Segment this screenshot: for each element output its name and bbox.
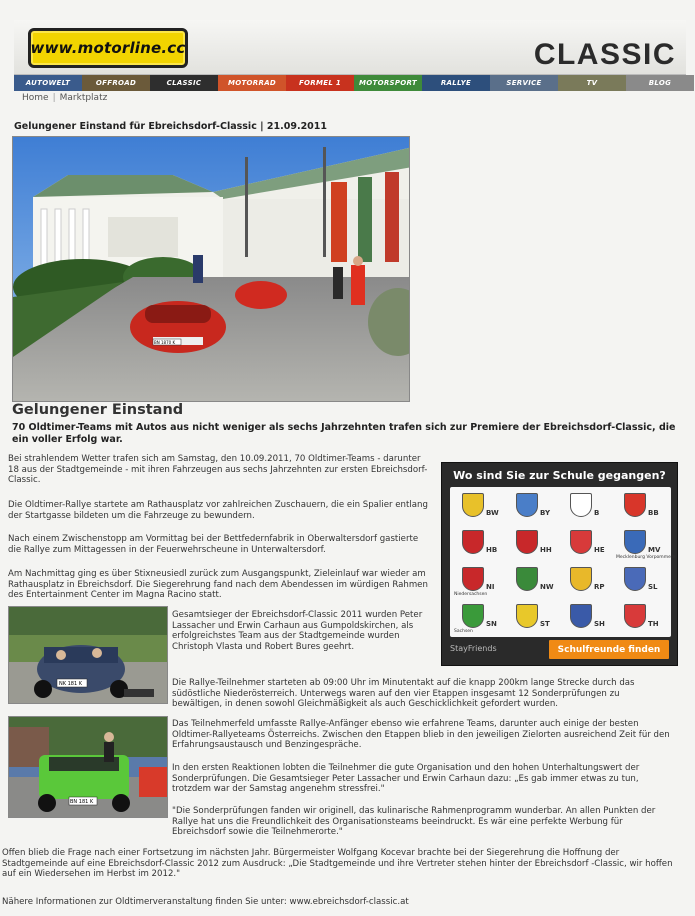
paragraph-2: Die Oldtimer-Rallye startete am Rathausplatz vor zahlreichen Zuschauern, die ein Spalier entlang der Startgasse bildeten um die Fahrzeuge zu bewundern. bbox=[8, 500, 428, 521]
coat-of-arms-icon bbox=[624, 530, 646, 554]
section-title: CLASSIC bbox=[533, 38, 676, 71]
car2-plate: NK 181 K bbox=[59, 681, 83, 687]
coat-of-arms-icon bbox=[570, 530, 592, 554]
state-crest-rp[interactable] bbox=[562, 565, 614, 601]
state-crest-st[interactable] bbox=[508, 602, 560, 638]
coat-of-arms-icon bbox=[624, 567, 646, 591]
paragraph-1: Bei strahlendem Wetter trafen sich am Samstag, den 10.09.2011, 70 Oldtimer-Teams - darunter 18 aus der Stadtgemeinde - mit ihren Fahrzeugen aus sechs Jahrzehnten zur ersten Ebreichsdorf-Classic. bbox=[8, 454, 428, 486]
paragraph-3: Nach einem Zwischenstopp am Vormittag bei der Bettfedernfabrik in Oberwaltersdorf gastierte die Rallye zum Mittagessen in der Feuerwehrscheune in Unterwaltersdorf. bbox=[8, 534, 419, 555]
green-convertible-photo bbox=[9, 607, 168, 704]
main-nav bbox=[14, 75, 694, 91]
green-bmw-photo bbox=[9, 717, 168, 818]
coat-of-arms-icon bbox=[570, 493, 592, 517]
winner-car-photo bbox=[8, 606, 168, 704]
state-crest-th[interactable] bbox=[616, 602, 668, 638]
state-code: TH bbox=[648, 620, 659, 628]
state-code: BB bbox=[648, 509, 659, 517]
state-code: HB bbox=[486, 546, 498, 554]
site-header bbox=[14, 20, 686, 75]
nav-item-offroad[interactable]: OFFROAD bbox=[82, 75, 150, 91]
state-crest-he[interactable] bbox=[562, 528, 614, 564]
motorline-logo[interactable] bbox=[28, 28, 188, 68]
state-crests-panel bbox=[450, 487, 676, 637]
article-title: Gelungener Einstand bbox=[12, 402, 184, 418]
coat-of-arms-icon bbox=[570, 567, 592, 591]
state-crest-sn[interactable] bbox=[454, 602, 506, 638]
state-code: SN bbox=[486, 620, 497, 628]
breadcrumb bbox=[22, 93, 107, 103]
state-crest-sh[interactable] bbox=[562, 602, 614, 638]
paragraph-7: Das Teilnehmerfeld umfasste Rallye-Anfänger ebenso wie erfahrene Teams, darunter auch einige der besten Oldtimer-Rallyeteams Österreichs. Zwischen den Etappen blieb in den jeweiligen Zielorten ausreichend Zeit für den Erfahrungsaustausch und Benzingespräche. bbox=[172, 719, 670, 751]
article-dateline: Gelungener Einstand für Ebreichsdorf-Classic | 21.09.2011 bbox=[14, 121, 328, 132]
breadcrumb-current[interactable]: Marktplatz bbox=[59, 93, 108, 103]
state-crest-nw[interactable] bbox=[508, 565, 560, 601]
nav-item-classic[interactable]: CLASSIC bbox=[150, 75, 218, 91]
logo-text: www.motorline.cc bbox=[30, 39, 186, 57]
article-lead: 70 Oldtimer-Teams mit Autos aus nicht weniger als sechs Jahrzehnten trafen sich zur Premiere der Ebreichsdorf-Classic, die ein voller Erfolg war. bbox=[12, 422, 676, 445]
coat-of-arms-icon bbox=[624, 493, 646, 517]
coat-of-arms-icon bbox=[462, 493, 484, 517]
state-name: Niedersachsen bbox=[454, 592, 488, 597]
coat-of-arms-icon bbox=[516, 604, 538, 628]
coat-of-arms-icon bbox=[516, 493, 538, 517]
nav-item-autowelt[interactable]: AUTOWELT bbox=[14, 75, 82, 91]
paragraph-5: Gesamtsieger der Ebreichsdorf-Classic 2011 wurden Peter Lassacher und Erwin Carhaun aus Gumpoldskirchen, als erfolgreichstes Team aus der Stadtgemeinde wurden Christoph Vlasta und Robert Bures geehrt. bbox=[172, 610, 423, 653]
nav-item-tv[interactable]: TV bbox=[558, 75, 626, 91]
main-photo bbox=[12, 136, 410, 402]
coat-of-arms-icon bbox=[516, 567, 538, 591]
breadcrumb-separator: | bbox=[52, 93, 56, 103]
state-code: MV bbox=[648, 546, 661, 554]
nav-item-service[interactable]: SERVICE bbox=[490, 75, 558, 91]
state-code: B bbox=[594, 509, 600, 517]
state-crest-bb[interactable] bbox=[616, 491, 668, 527]
stayfriends-ad[interactable] bbox=[441, 462, 678, 666]
paragraph-10: Offen blieb die Frage nach einer Fortsetzung im nächsten Jahr. Bürgermeister Wolfgang Kocevar brachte bei der Siegerehrung die Hoffnung der Stadtgemeinde auf eine Ebreichsdorf-Classic 2012 zum Ausdruck: „Die Stadtgemeinde und ihre Vertreter stehen hinter der Ebreichsdorf -Classic, wir hoffen auf ein Wiedersehen im Herbst im 2012." bbox=[2, 848, 673, 880]
stayfriends-brand: StayFriends bbox=[450, 644, 497, 653]
state-code: HE bbox=[594, 546, 605, 554]
nav-item-rallye[interactable]: RALLYE bbox=[422, 75, 490, 91]
nav-item-blog[interactable]: BLOG bbox=[626, 75, 694, 91]
state-name: Mecklenburg Vorpommern bbox=[616, 555, 676, 560]
paragraph-9: "Die Sonderprüfungen fanden wir originell, das kulinarische Rahmenprogramm wunderbar. An allen Punkten der Rallye hat uns die Freundlichkeit des Organisationsteams beeindruckt. Es wär eine perfekte Werbung für Ebreichsdorf sowie die Teilnehmerorte." bbox=[172, 806, 656, 838]
breadcrumb-home[interactable]: Home bbox=[22, 93, 49, 103]
nav-item-motorsport[interactable]: MOTORSPORT bbox=[354, 75, 422, 91]
state-code: SL bbox=[648, 583, 658, 591]
schulfreunde-finden-button[interactable]: Schulfreunde finden bbox=[549, 640, 669, 659]
state-crest-hh[interactable] bbox=[508, 528, 560, 564]
coat-of-arms-icon bbox=[462, 530, 484, 554]
state-name: Sachsen bbox=[454, 629, 473, 634]
coat-of-arms-icon bbox=[462, 604, 484, 628]
state-crest-bw[interactable] bbox=[454, 491, 506, 527]
car1-plate: BN 1870 K bbox=[154, 340, 176, 345]
ad-title: Wo sind Sie zur Schule gegangen? bbox=[453, 469, 666, 482]
state-crest-by[interactable] bbox=[508, 491, 560, 527]
paragraph-8: In den ersten Reaktionen lobten die Teilnehmer die gute Organisation und den hohen Unterhaltungswert der Sonderprüfungen. Die Gesamtsieger Peter Lassacher und Erwin Carhaun dazu: „Es gab immer etwas zu tun, trotzdem war der Samstag angenehm stressfrei." bbox=[172, 763, 640, 795]
rally-start-photo bbox=[13, 137, 410, 402]
car3-plate: BN 181 K bbox=[70, 799, 94, 805]
state-crest-hb[interactable] bbox=[454, 528, 506, 564]
nav-item-formel-1[interactable]: FORMEL 1 bbox=[286, 75, 354, 91]
coat-of-arms-icon bbox=[570, 604, 592, 628]
state-code: NI bbox=[486, 583, 495, 591]
bmw-car-photo bbox=[8, 716, 168, 818]
state-crest-mv[interactable] bbox=[616, 528, 676, 564]
paragraph-11: Nähere Informationen zur Oldtimerveranstaltung finden Sie unter: www.ebreichsdorf-classic.at bbox=[2, 897, 409, 907]
state-code: HH bbox=[540, 546, 552, 554]
state-crest-b[interactable] bbox=[562, 491, 614, 527]
state-crest-ni[interactable] bbox=[454, 565, 506, 601]
coat-of-arms-icon bbox=[624, 604, 646, 628]
state-code: BY bbox=[540, 509, 551, 517]
state-code: BW bbox=[486, 509, 499, 517]
state-code: RP bbox=[594, 583, 605, 591]
coat-of-arms-icon bbox=[516, 530, 538, 554]
coat-of-arms-icon bbox=[462, 567, 484, 591]
state-code: ST bbox=[540, 620, 550, 628]
paragraph-6: Die Rallye-Teilnehmer starteten ab 09:00 Uhr im Minutentakt auf die knapp 200km lange Strecke durch das südöstliche Niederösterreich. Unterwegs waren auf den vier Etappen insgesamt 12 Sonderprüfungen zu bewältigen, in denen sowohl Gleichmäßigkeit als auch Geschicklichkeit gefordert wurden. bbox=[172, 678, 635, 710]
paragraph-4: Am Nachmittag ging es über Stixneusiedl zurück zum Ausgangspunkt, Zieleinlauf war wieder am Rathausplatz in Ebreichsdorf. Die Siegerehrung fand nach dem Abendessen im würdigen Rahmen des Entertainment Center im Magna Racino statt. bbox=[8, 569, 428, 601]
state-crest-sl[interactable] bbox=[616, 565, 668, 601]
state-code: NW bbox=[540, 583, 554, 591]
nav-item-motorrad[interactable]: MOTORRAD bbox=[218, 75, 286, 91]
state-code: SH bbox=[594, 620, 605, 628]
